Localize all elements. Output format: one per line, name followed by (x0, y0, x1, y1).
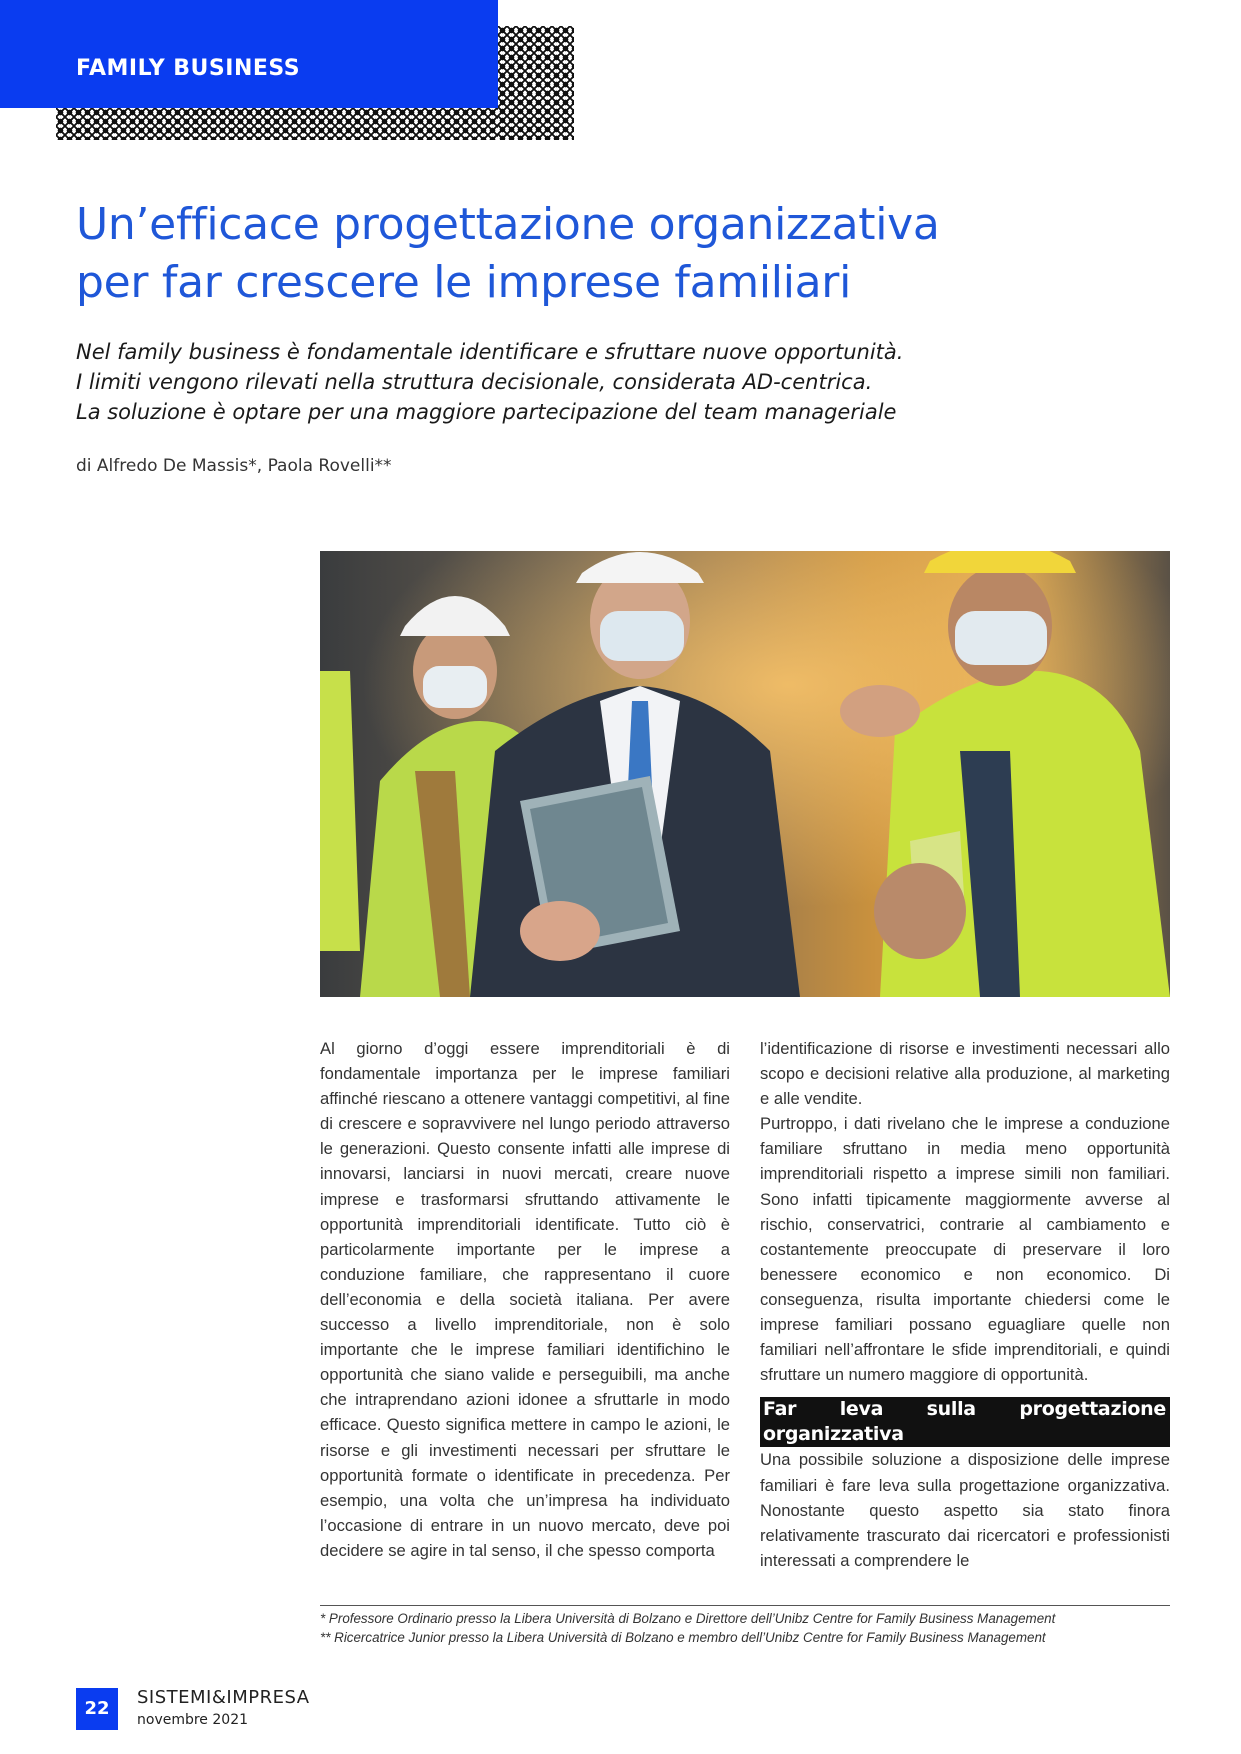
subtitle-line: La soluzione è optare per una maggiore partecipazione del team manageriale (76, 400, 897, 424)
article-column-right (760, 1036, 1170, 1573)
footnote: * Professore Ordinario presso la Libera Università di Bolzano e Direttore dell’Unibz Centre for Family Business Management (320, 1611, 1056, 1626)
magazine-name: SISTEMI&IMPRESA (137, 1687, 310, 1708)
footnote-divider (320, 1605, 1170, 1606)
issue-date: novembre 2021 (137, 1712, 249, 1728)
decorative-pattern (498, 26, 574, 140)
body-paragraph: Purtroppo, i dati rivelano che le imprese a conduzione familiare sfruttano in media meno opportunità imprenditoriali rispetto a imprese simili non familiari. Sono infatti tipicamente maggiormente avverse al rischio, conservatrici, contrarie al cambiamento e costantemente preoccupate di preservare il loro benessere economico e non economico. Di conseguenza, risulta importante chiedersi come le imprese familiari possano eguagliare quelle non familiari nell’affrontare le sfide imprenditoriali, e quindi sfruttare un numero maggiore di opportunità. (760, 1114, 1170, 1385)
decorative-pattern-strip (56, 108, 498, 140)
subtitle-line: I limiti vengono rilevati nella struttura decisionale, considerata AD-centrica. (76, 370, 873, 394)
page-number: 22 (76, 1688, 118, 1730)
title-line: Un’efficace progettazione organizzativa (76, 199, 940, 250)
byline: di Alfredo De Massis*, Paola Rovelli** (76, 456, 392, 476)
article-photo (320, 551, 1170, 997)
article-subtitle (76, 337, 1176, 427)
title-line: per far crescere le imprese familiari (76, 257, 851, 308)
article-column-left (320, 1036, 730, 1563)
body-paragraph: Una possibile soluzione a disposizione delle imprese familiari è fare leva sulla progettazione organizzativa. Nonostante questo aspetto sia stato finora relativamente trascurato dai ricercatori e professionisti interessati a comprendere le (760, 1450, 1170, 1570)
article-title (76, 196, 1156, 312)
section-band (0, 0, 498, 108)
section-label: FAMILY BUSINESS (76, 56, 301, 81)
body-paragraph: Al giorno d’oggi essere imprenditoriali è di fondamentale importanza per le imprese familiari affinché riescano a ottenere vantaggi competitivi, al fine di crescere e sopravvivere nel lungo periodo attraverso le generazioni. Questo consente infatti alle imprese di innovarsi, lanciarsi in nuovi mercati, creare nuove imprese e trasformarsi sfruttando attivamente le opportunità imprenditoriali identificate. Tutto ciò è particolarmente importante per le imprese a conduzione familiare, che rappresentano il cuore dell’economia e della società italiana. Per avere successo a livello imprenditoriale, non è solo importante che le imprese familiari identifichino le opportunità che siano valide e perseguibili, ma anche che intraprendano azioni idonee a sfruttarle in modo efficace. Questo significa mettere in campo le azioni, le risorse e gli investimenti necessari per sfruttare le opportunità formate o identificate in precedenza. Per esempio, una volta che un’impresa ha individuato l’occasione di entrare in un nuovo mercato, deve poi decidere se agire in tal senso, il che spesso comporta (320, 1039, 730, 1560)
subheading-wrap (760, 1397, 1170, 1447)
footnotes (320, 1609, 1220, 1647)
subheading: Far leva sulla progettazione organizzativa (760, 1397, 1170, 1447)
subtitle-line: Nel family business è fondamentale identificare e sfruttare nuove opportunità. (76, 340, 904, 364)
footnote: ** Ricercatrice Junior presso la Libera Università di Bolzano e membro dell’Unibz Centre for Family Business Management (320, 1630, 1046, 1645)
photo-illustration (320, 551, 1170, 997)
body-paragraph: l’identificazione di risorse e investimenti necessari allo scopo e decisioni relative alla produzione, al marketing e alle vendite. (760, 1039, 1170, 1109)
